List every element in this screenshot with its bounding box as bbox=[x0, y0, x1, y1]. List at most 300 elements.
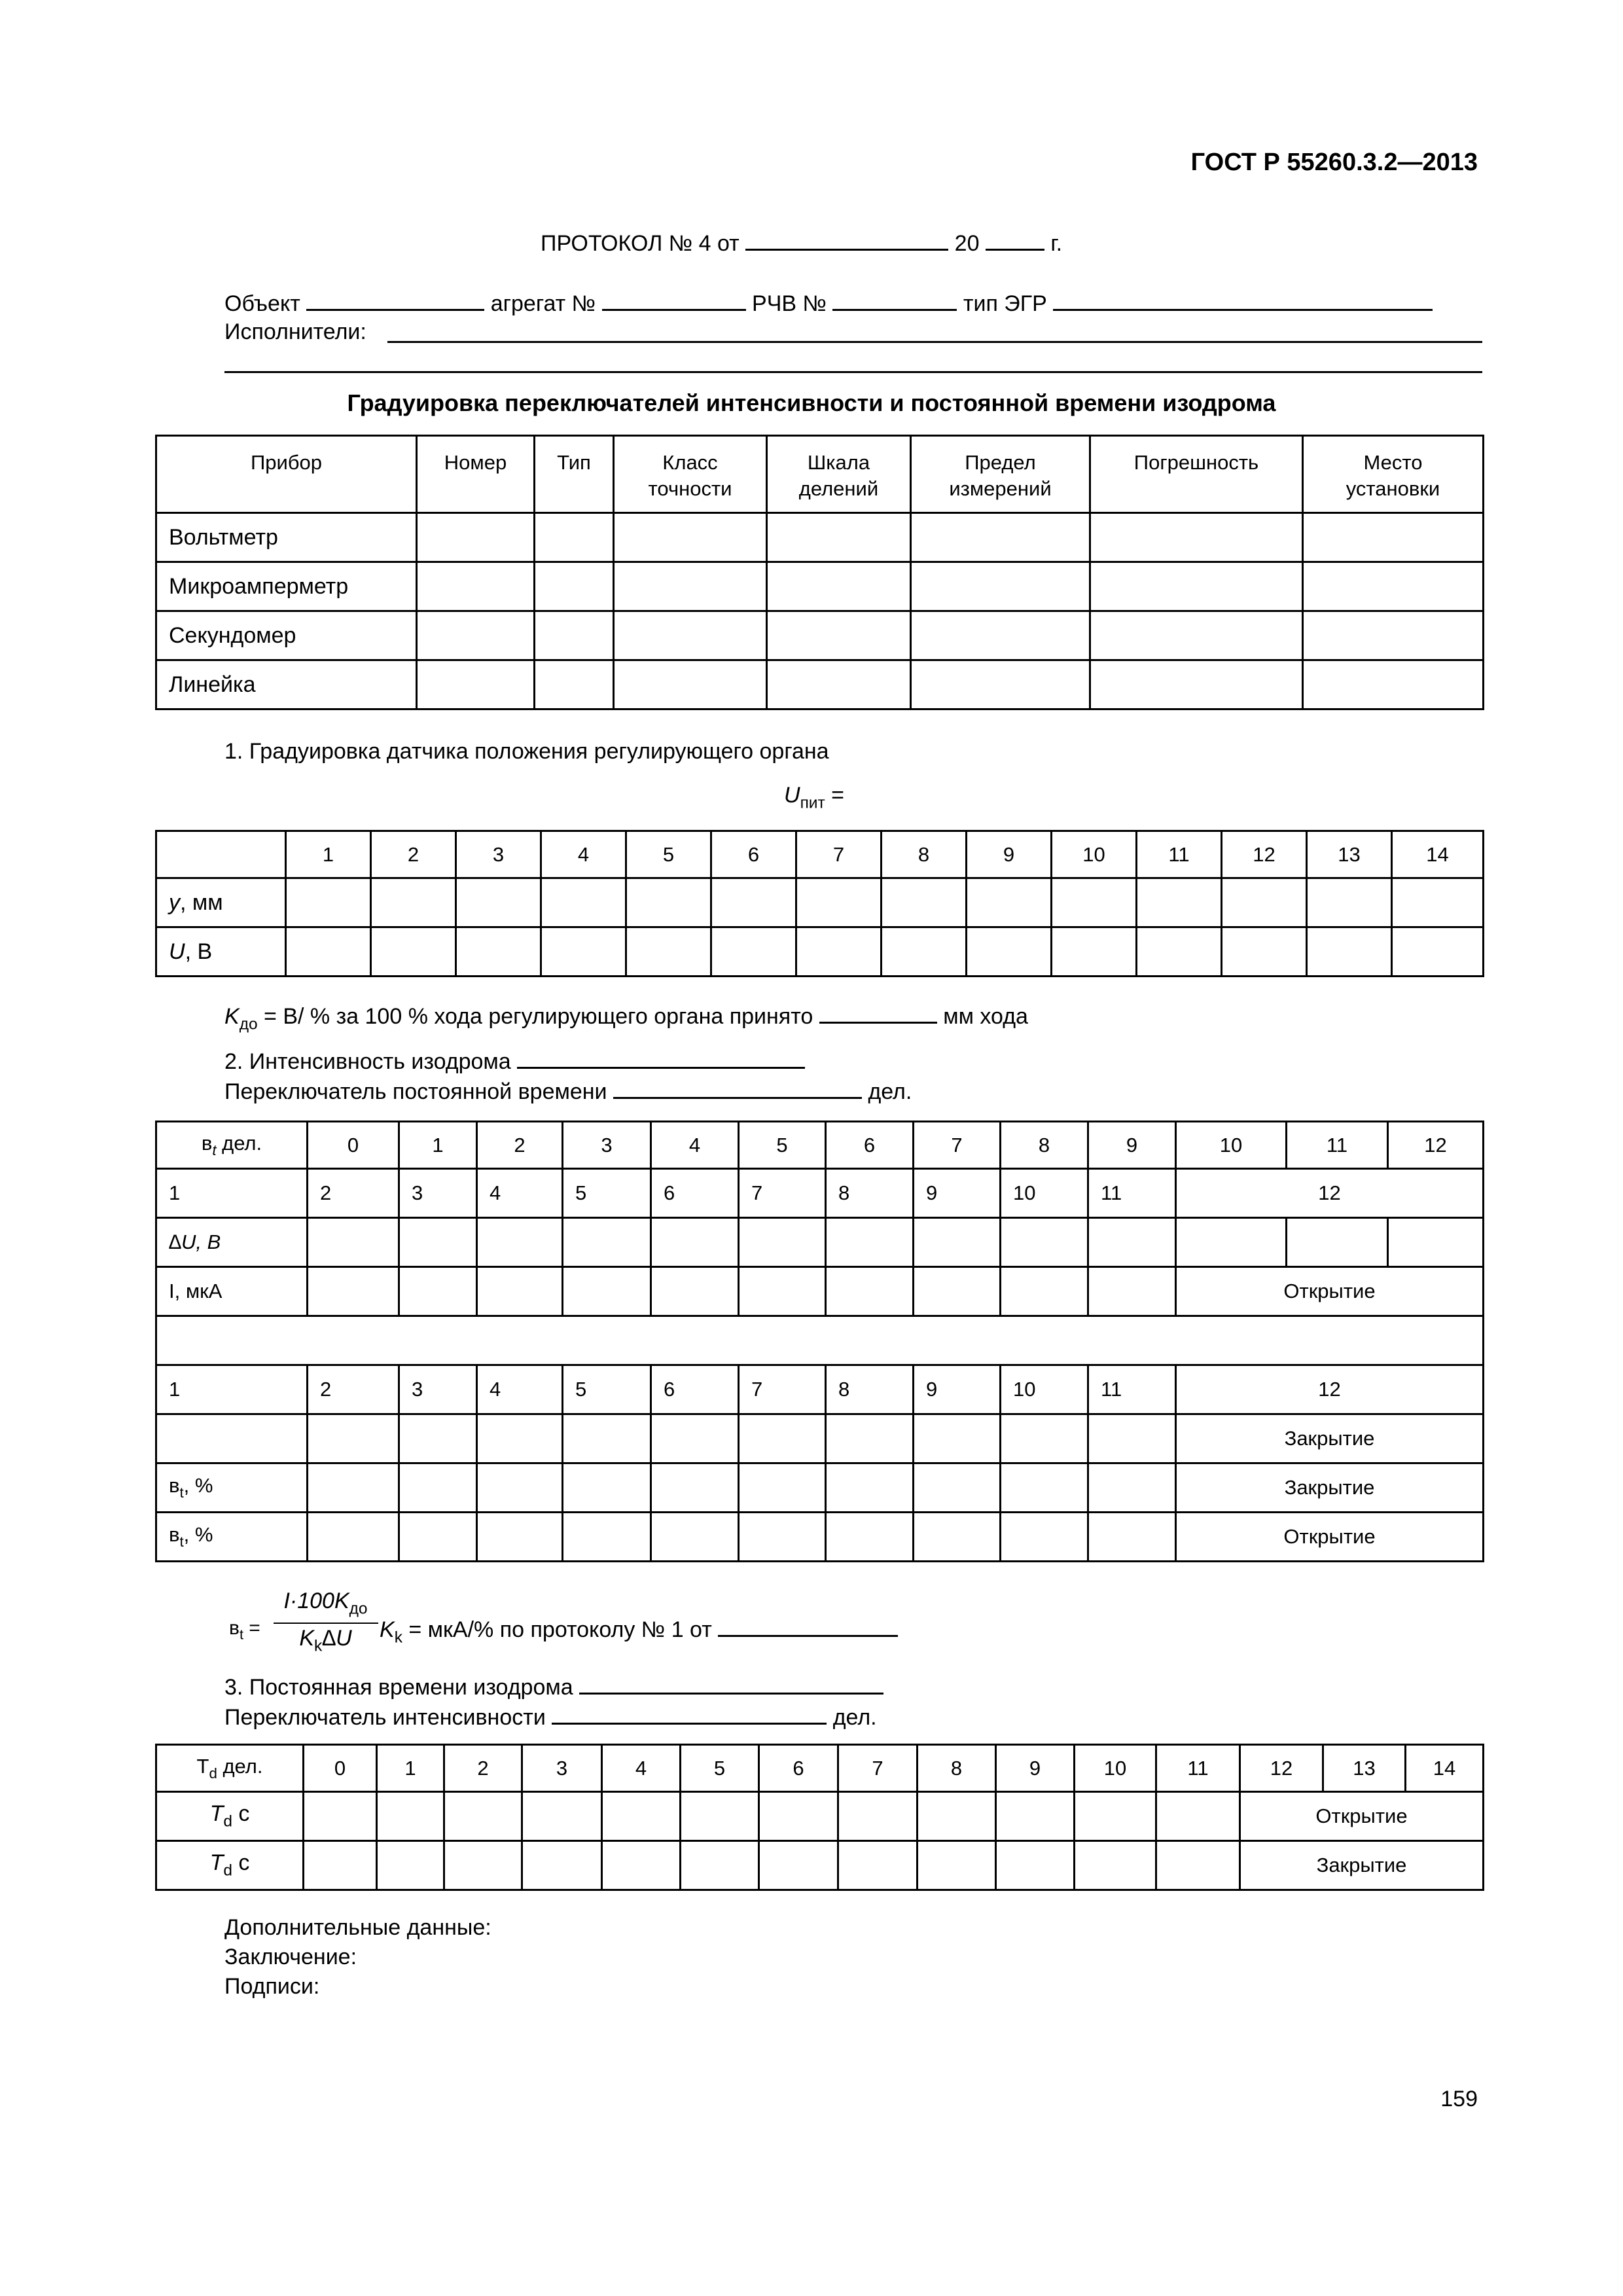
table-cell[interactable] bbox=[444, 1841, 522, 1890]
instruments-table bbox=[155, 435, 1484, 710]
table-cell[interactable] bbox=[1088, 1414, 1176, 1463]
number-cell: 12 bbox=[1176, 1169, 1484, 1218]
table-row bbox=[156, 1513, 1484, 1562]
protocol-line bbox=[541, 229, 1062, 257]
upit-label bbox=[784, 782, 844, 817]
table-cell[interactable] bbox=[399, 1463, 477, 1513]
column-number: 13 bbox=[1323, 1745, 1406, 1792]
table-cell[interactable] bbox=[477, 1267, 563, 1316]
document-header: ГОСТ Р 55260.3.2—2013 bbox=[1190, 149, 1478, 176]
section3-switch-line bbox=[224, 1703, 877, 1731]
table-cell[interactable] bbox=[1088, 1218, 1176, 1267]
u-unit: , В bbox=[185, 939, 213, 964]
col-header-class: Класс точности bbox=[648, 451, 732, 500]
table-cell[interactable] bbox=[417, 562, 535, 611]
td-header-label bbox=[156, 1745, 304, 1792]
protocol-year-field[interactable] bbox=[986, 229, 1044, 251]
egr-label: тип ЭГР bbox=[963, 291, 1047, 316]
table-cell[interactable] bbox=[1392, 927, 1484, 977]
table-cell[interactable] bbox=[826, 1414, 914, 1463]
table-row bbox=[156, 927, 1484, 977]
table-row bbox=[156, 1792, 1484, 1841]
table-cell[interactable] bbox=[286, 878, 371, 927]
table-cell[interactable] bbox=[767, 562, 911, 611]
table-cell[interactable] bbox=[1075, 1841, 1156, 1890]
table-cell[interactable] bbox=[914, 1414, 1001, 1463]
table-cell[interactable] bbox=[371, 878, 456, 927]
column-number: 5 bbox=[681, 1745, 759, 1792]
y-unit: , мм bbox=[180, 889, 223, 915]
table-cell[interactable] bbox=[911, 562, 1090, 611]
table-cell[interactable] bbox=[759, 1792, 838, 1841]
table-cell[interactable] bbox=[444, 1792, 522, 1841]
table-cell[interactable] bbox=[1090, 611, 1303, 660]
section3-switch-unit: дел. bbox=[832, 1705, 877, 1730]
number-cell: 1 bbox=[156, 1365, 308, 1414]
section3-switch-label: Переключатель интенсивности bbox=[224, 1705, 546, 1730]
column-number: 5 bbox=[739, 1122, 826, 1169]
td-row-label bbox=[156, 1792, 304, 1841]
protocol-year: 20 bbox=[954, 231, 980, 256]
table-cell[interactable] bbox=[156, 1414, 308, 1463]
instruments-header-row bbox=[156, 436, 1484, 513]
table-row bbox=[156, 1218, 1484, 1267]
column-number: 8 bbox=[1001, 1122, 1088, 1169]
sensor-calibration-table bbox=[155, 830, 1484, 977]
table-cell[interactable] bbox=[767, 660, 911, 709]
table-cell[interactable] bbox=[967, 927, 1052, 977]
table-cell[interactable] bbox=[1388, 1218, 1484, 1267]
table-cell[interactable] bbox=[399, 1513, 477, 1562]
open-label: Открытие bbox=[1176, 1513, 1484, 1562]
table-cell[interactable] bbox=[1156, 1792, 1240, 1841]
table-cell bbox=[156, 1316, 1484, 1365]
column-number: 11 bbox=[1137, 831, 1222, 878]
column-number: 4 bbox=[651, 1122, 739, 1169]
vt-percent-label bbox=[156, 1513, 308, 1562]
formula-denominator-tail: ∆U bbox=[322, 1626, 352, 1651]
table-cell[interactable] bbox=[1088, 1463, 1176, 1513]
table-cell[interactable] bbox=[417, 611, 535, 660]
table-cell[interactable] bbox=[1303, 513, 1484, 562]
number-cell: 9 bbox=[914, 1169, 1001, 1218]
number-cell: 4 bbox=[477, 1169, 563, 1218]
spacer-row bbox=[156, 1316, 1484, 1365]
table-cell[interactable] bbox=[651, 1267, 739, 1316]
kdo-subscript: до bbox=[239, 1015, 258, 1033]
vt-prefix: в bbox=[169, 1523, 180, 1547]
number-cell: 2 bbox=[308, 1169, 399, 1218]
table-cell[interactable] bbox=[377, 1792, 444, 1841]
table-cell[interactable] bbox=[477, 1414, 563, 1463]
column-number: 1 bbox=[377, 1745, 444, 1792]
protocol-prefix: ПРОТОКОЛ № 4 от bbox=[541, 231, 740, 256]
table-cell[interactable] bbox=[651, 1414, 739, 1463]
table-cell[interactable] bbox=[417, 513, 535, 562]
table-cell[interactable] bbox=[1088, 1267, 1176, 1316]
table-cell[interactable] bbox=[711, 878, 796, 927]
object-line bbox=[224, 289, 1433, 317]
table-cell[interactable] bbox=[614, 660, 767, 709]
table-cell[interactable] bbox=[1137, 878, 1222, 927]
col-header-type: Тип bbox=[557, 451, 591, 474]
table-row bbox=[156, 1841, 1484, 1890]
column-number: 9 bbox=[1088, 1122, 1176, 1169]
table-cell[interactable] bbox=[739, 1218, 826, 1267]
table-cell[interactable] bbox=[1307, 878, 1392, 927]
column-number: 6 bbox=[826, 1122, 914, 1169]
page-number: 159 bbox=[1440, 2087, 1478, 2111]
section1-title: 1. Градуировка датчика положения регулирующего органа bbox=[224, 739, 829, 764]
table-cell[interactable] bbox=[914, 1218, 1001, 1267]
sensor-header-row bbox=[156, 831, 1484, 878]
section3-title-line bbox=[224, 1673, 883, 1700]
td-sub: d bbox=[223, 1812, 232, 1831]
table-cell[interactable] bbox=[996, 1841, 1075, 1890]
object-label: Объект bbox=[224, 291, 300, 316]
number-row bbox=[156, 1169, 1484, 1218]
table-cell[interactable] bbox=[1075, 1792, 1156, 1841]
column-number: 2 bbox=[477, 1122, 563, 1169]
unit-label: агрегат № bbox=[490, 291, 596, 316]
table-cell[interactable] bbox=[308, 1414, 399, 1463]
number-cell: 6 bbox=[651, 1169, 739, 1218]
kdo-line bbox=[224, 1002, 1028, 1038]
time-constant-field[interactable] bbox=[579, 1673, 883, 1695]
table-cell[interactable] bbox=[739, 1267, 826, 1316]
number-cell: 8 bbox=[826, 1365, 914, 1414]
number-cell: 4 bbox=[477, 1365, 563, 1414]
number-cell: 5 bbox=[563, 1365, 651, 1414]
table-row bbox=[156, 1463, 1484, 1513]
performers-field[interactable] bbox=[387, 341, 1482, 343]
du-label: ∆U, В bbox=[156, 1218, 308, 1267]
table-row bbox=[156, 1414, 1484, 1463]
table-cell[interactable] bbox=[371, 927, 456, 977]
column-number: 12 bbox=[1222, 831, 1307, 878]
table-cell[interactable] bbox=[1001, 1463, 1088, 1513]
table-cell[interactable] bbox=[563, 1267, 651, 1316]
table-row bbox=[156, 611, 1484, 660]
table-cell[interactable] bbox=[308, 1463, 399, 1513]
row-label-y bbox=[156, 878, 286, 927]
table-cell[interactable] bbox=[477, 1513, 563, 1562]
intensity-field[interactable] bbox=[517, 1047, 805, 1069]
table-cell[interactable] bbox=[826, 1513, 914, 1562]
protocol-suffix: г. bbox=[1050, 231, 1063, 256]
column-number: 14 bbox=[1392, 831, 1484, 878]
egr-field[interactable] bbox=[1053, 289, 1433, 311]
table-cell[interactable] bbox=[1001, 1513, 1088, 1562]
table-cell[interactable] bbox=[882, 927, 967, 977]
table-cell[interactable] bbox=[1090, 513, 1303, 562]
table-cell[interactable] bbox=[456, 927, 541, 977]
td-header-suffix: дел. bbox=[217, 1754, 263, 1778]
column-number: 6 bbox=[759, 1745, 838, 1792]
section3-title: 3. Постоянная времени изодрома bbox=[224, 1675, 573, 1700]
table-cell[interactable] bbox=[1222, 878, 1307, 927]
table-cell[interactable] bbox=[651, 1218, 739, 1267]
table-row bbox=[156, 513, 1484, 562]
column-number: 7 bbox=[796, 831, 882, 878]
formula-denominator bbox=[272, 1626, 380, 1656]
table-cell[interactable] bbox=[308, 1218, 399, 1267]
column-number: 0 bbox=[304, 1745, 377, 1792]
table-cell[interactable] bbox=[826, 1463, 914, 1513]
kdo-tail: мм хода bbox=[943, 1004, 1028, 1029]
number-cell: 5 bbox=[563, 1169, 651, 1218]
td-unit: с bbox=[232, 1850, 250, 1876]
table-cell[interactable] bbox=[914, 1267, 1001, 1316]
i-label: I, мкА bbox=[156, 1267, 308, 1316]
table-cell[interactable] bbox=[308, 1267, 399, 1316]
formula-denominator-main: K bbox=[299, 1626, 315, 1651]
table-cell[interactable] bbox=[1088, 1513, 1176, 1562]
number-cell: 11 bbox=[1088, 1169, 1176, 1218]
performers-field-2[interactable] bbox=[224, 371, 1482, 373]
table-cell[interactable] bbox=[1001, 1267, 1088, 1316]
time-header-row bbox=[156, 1745, 1484, 1792]
table-cell[interactable] bbox=[1052, 878, 1137, 927]
table-row bbox=[156, 878, 1484, 927]
td-header-prefix: T bbox=[196, 1754, 209, 1778]
vt-header-prefix: в bbox=[201, 1131, 213, 1155]
table-cell[interactable] bbox=[1303, 611, 1484, 660]
open-label: Открытие bbox=[1176, 1267, 1484, 1316]
table-cell[interactable] bbox=[796, 927, 882, 977]
table-cell[interactable] bbox=[1137, 927, 1222, 977]
vt-header-label bbox=[156, 1122, 308, 1169]
table-cell[interactable] bbox=[1090, 562, 1303, 611]
table-cell[interactable] bbox=[826, 1218, 914, 1267]
section2-switch-line bbox=[224, 1077, 912, 1105]
column-number: 7 bbox=[838, 1745, 918, 1792]
table-cell[interactable] bbox=[535, 513, 614, 562]
y-symbol: y bbox=[169, 889, 180, 915]
protocol-date-field[interactable] bbox=[745, 229, 948, 251]
column-number: 9 bbox=[967, 831, 1052, 878]
table-cell[interactable] bbox=[739, 1414, 826, 1463]
table-cell[interactable] bbox=[796, 878, 882, 927]
table-cell[interactable] bbox=[304, 1792, 377, 1841]
kdo-text: = В/ % за 100 % хода регулирующего органа принято bbox=[264, 1004, 813, 1029]
table-cell[interactable] bbox=[563, 1513, 651, 1562]
table-cell[interactable] bbox=[739, 1463, 826, 1513]
table-cell[interactable] bbox=[535, 611, 614, 660]
number-cell: 10 bbox=[1001, 1169, 1088, 1218]
table-cell[interactable] bbox=[535, 562, 614, 611]
table-cell[interactable] bbox=[399, 1218, 477, 1267]
column-number: 11 bbox=[1156, 1745, 1240, 1792]
signatures-label: Подписи: bbox=[224, 1974, 320, 1999]
table-cell[interactable] bbox=[602, 1792, 681, 1841]
column-number: 12 bbox=[1240, 1745, 1323, 1792]
table-cell[interactable] bbox=[399, 1267, 477, 1316]
table-cell[interactable] bbox=[1303, 660, 1484, 709]
column-number: 7 bbox=[914, 1122, 1001, 1169]
column-number: 2 bbox=[371, 831, 456, 878]
performers-label: Исполнители: bbox=[224, 319, 366, 344]
table-cell[interactable] bbox=[767, 513, 911, 562]
vt-suffix: , % bbox=[183, 1474, 213, 1498]
table-cell[interactable] bbox=[614, 513, 767, 562]
table-cell[interactable] bbox=[535, 660, 614, 709]
number-cell: 1 bbox=[156, 1169, 308, 1218]
kdo-accepted-field[interactable] bbox=[819, 1002, 937, 1024]
vt-prefix: в bbox=[169, 1474, 180, 1498]
table-cell[interactable] bbox=[626, 878, 711, 927]
table-cell[interactable] bbox=[911, 660, 1090, 709]
column-number: 1 bbox=[286, 831, 371, 878]
formula-kk: K bbox=[380, 1617, 395, 1642]
td-unit: с bbox=[232, 1801, 250, 1827]
upit-equals: = bbox=[831, 783, 844, 808]
column-number: 13 bbox=[1307, 831, 1392, 878]
table-cell[interactable] bbox=[918, 1841, 996, 1890]
table-cell[interactable] bbox=[563, 1414, 651, 1463]
column-number: 0 bbox=[308, 1122, 399, 1169]
table-cell[interactable] bbox=[1307, 927, 1392, 977]
table-cell[interactable] bbox=[614, 611, 767, 660]
col-header-number: Номер bbox=[444, 451, 507, 474]
table-cell[interactable] bbox=[767, 611, 911, 660]
table-cell[interactable] bbox=[826, 1267, 914, 1316]
object-field[interactable] bbox=[306, 289, 484, 311]
formula-text: = мкА/% по протоколу № 1 от bbox=[408, 1617, 712, 1642]
table-cell[interactable] bbox=[882, 878, 967, 927]
table-cell[interactable] bbox=[681, 1792, 759, 1841]
number-cell: 7 bbox=[739, 1169, 826, 1218]
table-cell[interactable] bbox=[967, 878, 1052, 927]
number-cell: 12 bbox=[1176, 1365, 1484, 1414]
column-number: 11 bbox=[1287, 1122, 1388, 1169]
column-number: 8 bbox=[918, 1745, 996, 1792]
formula-numerator-main: I·100K bbox=[283, 1588, 349, 1613]
table-cell[interactable] bbox=[739, 1513, 826, 1562]
vt-suffix: , % bbox=[183, 1523, 213, 1547]
column-number: 10 bbox=[1176, 1122, 1287, 1169]
formula-fraction-bar bbox=[274, 1623, 378, 1624]
upit-subscript: пит bbox=[800, 794, 825, 812]
table-cell[interactable] bbox=[651, 1513, 739, 1562]
table-cell[interactable] bbox=[1222, 927, 1307, 977]
table-cell[interactable] bbox=[1392, 878, 1484, 927]
table-cell[interactable] bbox=[911, 513, 1090, 562]
number-cell: 6 bbox=[651, 1365, 739, 1414]
formula-lhs-symbol: в bbox=[229, 1617, 240, 1639]
section2-switch-label: Переключатель постоянной времени bbox=[224, 1079, 607, 1104]
table-cell[interactable] bbox=[522, 1792, 602, 1841]
intensity-switch-field[interactable] bbox=[552, 1703, 827, 1725]
table-cell[interactable] bbox=[1176, 1218, 1287, 1267]
section-title: Градуировка переключателей интенсивности и постоянной времени изодрома bbox=[347, 389, 1276, 416]
table-cell[interactable] bbox=[522, 1841, 602, 1890]
table-cell[interactable] bbox=[838, 1841, 918, 1890]
number-cell: 10 bbox=[1001, 1365, 1088, 1414]
column-number: 12 bbox=[1388, 1122, 1484, 1169]
table-row bbox=[156, 562, 1484, 611]
table-cell[interactable] bbox=[918, 1792, 996, 1841]
td-sub: d bbox=[223, 1861, 232, 1880]
table-cell[interactable] bbox=[711, 927, 796, 977]
device-name: Микроамперметр bbox=[156, 562, 417, 611]
table-cell[interactable] bbox=[286, 927, 371, 977]
number-cell: 3 bbox=[399, 1169, 477, 1218]
table-cell[interactable] bbox=[759, 1841, 838, 1890]
table-cell[interactable] bbox=[1287, 1218, 1388, 1267]
intensity-header-row bbox=[156, 1122, 1484, 1169]
column-number: 9 bbox=[996, 1745, 1075, 1792]
table-cell[interactable] bbox=[911, 611, 1090, 660]
table-cell[interactable] bbox=[996, 1792, 1075, 1841]
unit-field[interactable] bbox=[602, 289, 746, 311]
table-cell[interactable] bbox=[914, 1463, 1001, 1513]
conclusion-label: Заключение: bbox=[224, 1945, 357, 1969]
formula-denominator-sub: k bbox=[314, 1637, 323, 1655]
vt-sub: t bbox=[179, 1533, 184, 1550]
table-cell[interactable] bbox=[1001, 1414, 1088, 1463]
table-cell[interactable] bbox=[563, 1463, 651, 1513]
table-cell[interactable] bbox=[541, 878, 626, 927]
section2-title: 2. Интенсивность изодрома bbox=[224, 1049, 511, 1074]
column-number: 1 bbox=[399, 1122, 477, 1169]
close-label: Закрытие bbox=[1176, 1463, 1484, 1513]
table-cell[interactable] bbox=[563, 1218, 651, 1267]
table-cell[interactable] bbox=[914, 1513, 1001, 1562]
td-header-sub: d bbox=[209, 1765, 217, 1782]
col-header-range: Предел измерений bbox=[949, 451, 1052, 500]
table-cell[interactable] bbox=[456, 878, 541, 927]
td-symbol: T bbox=[209, 1850, 224, 1876]
u-symbol: U bbox=[169, 939, 185, 964]
table-cell[interactable] bbox=[399, 1414, 477, 1463]
table-cell[interactable] bbox=[681, 1841, 759, 1890]
formula-protocol-date-field[interactable] bbox=[718, 1615, 898, 1637]
table-cell[interactable] bbox=[1090, 660, 1303, 709]
time-switch-field[interactable] bbox=[613, 1077, 862, 1099]
table-cell[interactable] bbox=[1303, 562, 1484, 611]
table-cell[interactable] bbox=[1052, 927, 1137, 977]
table-row bbox=[156, 1267, 1484, 1316]
table-cell bbox=[156, 831, 286, 878]
col-header-scale: Шкала делений bbox=[798, 451, 879, 500]
rchv-field[interactable] bbox=[832, 289, 957, 311]
table-cell[interactable] bbox=[308, 1513, 399, 1562]
formula-kk-sub: k bbox=[394, 1628, 402, 1647]
table-cell[interactable] bbox=[838, 1792, 918, 1841]
table-cell[interactable] bbox=[541, 927, 626, 977]
close-label: Закрытие bbox=[1240, 1841, 1484, 1890]
column-number: 6 bbox=[711, 831, 796, 878]
number-cell: 2 bbox=[308, 1365, 399, 1414]
table-cell[interactable] bbox=[477, 1218, 563, 1267]
table-cell[interactable] bbox=[614, 562, 767, 611]
table-row bbox=[156, 660, 1484, 709]
table-cell[interactable] bbox=[1156, 1841, 1240, 1890]
column-number: 4 bbox=[541, 831, 626, 878]
table-cell[interactable] bbox=[651, 1463, 739, 1513]
intensity-table bbox=[155, 1121, 1484, 1562]
table-cell[interactable] bbox=[1001, 1218, 1088, 1267]
table-cell[interactable] bbox=[377, 1841, 444, 1890]
table-cell[interactable] bbox=[602, 1841, 681, 1890]
table-cell[interactable] bbox=[477, 1463, 563, 1513]
device-name: Вольтметр bbox=[156, 513, 417, 562]
table-cell[interactable] bbox=[304, 1841, 377, 1890]
vt-header-suffix: дел. bbox=[216, 1131, 262, 1155]
table-cell[interactable] bbox=[626, 927, 711, 977]
table-cell[interactable] bbox=[417, 660, 535, 709]
